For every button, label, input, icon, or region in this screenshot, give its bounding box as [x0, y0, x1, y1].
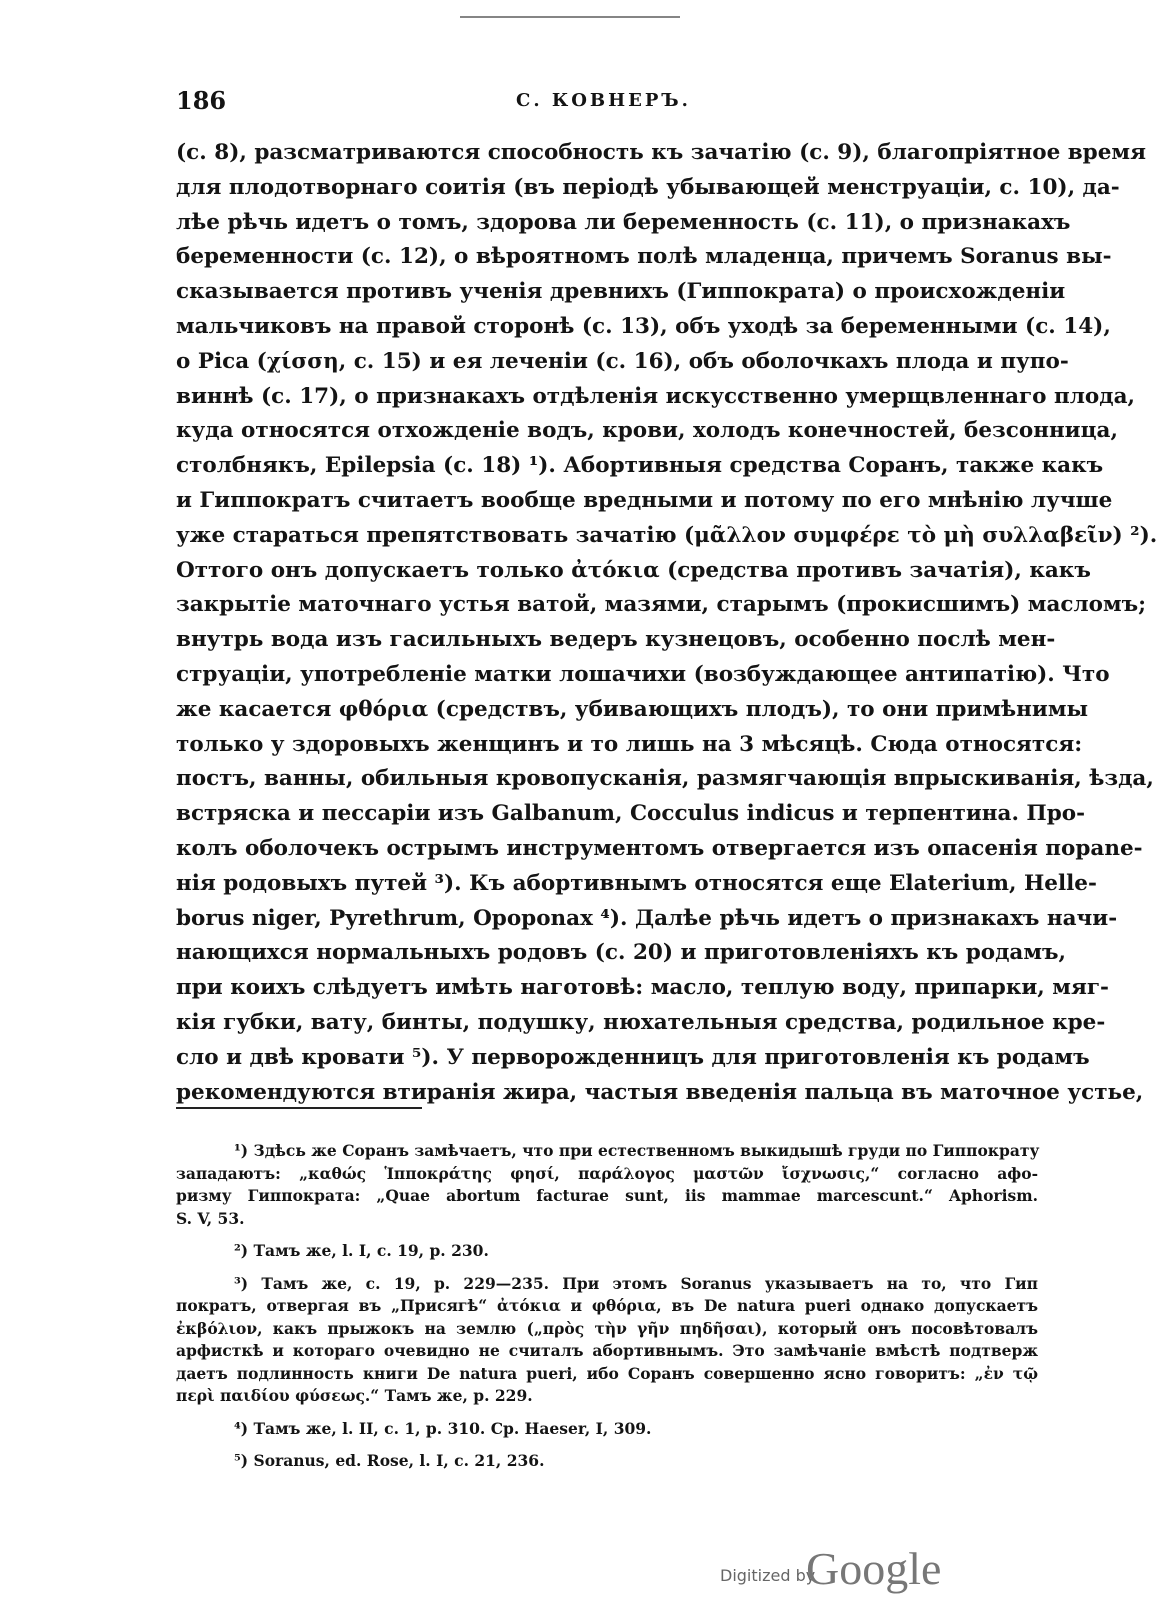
- body-line: лѣе рѣчь идетъ о томъ, здорова ли беременность (с. 11), о признакахъ: [176, 209, 1071, 235]
- footnote-line: даетъ подлинность книги De natura pueri, ибо Соранъ совершенно ясно говоритъ: „ἐν τῷ: [176, 1363, 1038, 1383]
- footnote: [176, 1140, 1038, 1230]
- body-line: сло и двѣ кровати ⁵). У перворожденницъ для приготовленія къ родамъ: [176, 1044, 1090, 1070]
- footnote-line: ⁴) Тамъ же, l. II, с. 1, p. 310. Cp. Haeser, I, 309.: [234, 1418, 652, 1438]
- footnote-line: пократъ, отвергая въ „Присягѣ“ ἀτόκια и φθόρια, въ De natura pueri однако допускаетъ: [176, 1296, 1038, 1315]
- footnote-line: ἐκβόλιον, какъ прыжокъ на землю („πρὸς τὴν γῆν πηδῆσαι), который онъ посовѣтовалъ: [176, 1318, 1038, 1338]
- footnote: [176, 1240, 1038, 1263]
- body-line: при коихъ слѣдуетъ имѣть наготовѣ: масло, теплую воду, припарки, мяг-: [176, 975, 1109, 1001]
- footnote-line: ²) Тамъ же, l. I, с. 19, p. 230.: [234, 1241, 489, 1260]
- footnote-gap: [176, 1263, 1038, 1273]
- body-line: для плодотворнаго соитія (въ періодѣ убывающей менструаціи, с. 10), да-: [176, 174, 1120, 200]
- footnote-separator: [176, 1107, 422, 1109]
- body-line: о Pica (χίσση, с. 15) и ея леченіи (с. 16), объ оболочкахъ плода и пупо-: [176, 348, 1069, 374]
- footnote-line: арфисткѣ и котораго очевидно не считалъ абортивнымъ. Это замѣчаніе вмѣстѣ подтверж: [176, 1341, 1038, 1360]
- page-number: 186: [176, 86, 227, 115]
- body-line: колъ оболочекъ острымъ инструментомъ отвергается изъ опасенія пораne-: [176, 835, 1143, 861]
- body-line: постъ, ванны, обильныя кровопусканія, размягчающія впрыскиванія, ѣзда,: [176, 766, 1154, 792]
- body-line: встряска и пессаріи изъ Galbanum, Cocculus indicus и терпентина. Про-: [176, 801, 1086, 827]
- footnote: [176, 1450, 1038, 1473]
- page-header: [176, 86, 1038, 116]
- footnote-gap: [176, 1230, 1038, 1240]
- running-title: С. КОВНЕРЪ.: [516, 90, 691, 111]
- footnotes: [176, 1140, 1038, 1473]
- body-line: сказывается противъ ученія древнихъ (Гиппократа) о происхожденіи: [176, 279, 1066, 305]
- body-line: кія губки, вату, бинты, подушку, нюхательныя средства, родильное кре-: [176, 1009, 1106, 1035]
- body-line: мальчиковъ на правой сторонѣ (с. 13), объ уходѣ за беременными (с. 14),: [176, 313, 1111, 339]
- body-line: уже стараться препятствовать зачатію (μᾶλλον συμφέρε τὸ μὴ συλλαβεῖν) ²).: [176, 522, 1157, 548]
- google-logo: Google: [806, 1543, 942, 1594]
- body-line: нающихся нормальныхъ родовъ (с. 20) и приготовленіяхъ къ родамъ,: [176, 940, 1067, 966]
- body-line: нія родовыхъ путей ³). Къ абортивнымъ относятся еще Elaterium, Helle-: [176, 870, 1097, 896]
- body-line: borus niger, Pyrethrum, Opoponax ⁴). Далѣе рѣчь идетъ о признакахъ начи-: [176, 905, 1118, 931]
- body-text: [176, 136, 1157, 1110]
- footnote-line: ³) Тамъ же, с. 19, p. 229—235. При этомъ Soranus указываетъ на то, что Гип: [234, 1273, 1038, 1293]
- top-scan-line: [460, 16, 680, 18]
- body-line: беременности (с. 12), о вѣроятномъ полѣ младенца, причемъ Soranus вы-: [176, 244, 1112, 270]
- body-line: только у здоровыхъ женщинъ и то лишь на 3 мѣсяцѣ. Сюда относятся:: [176, 731, 1083, 757]
- footnote-gap: [176, 1440, 1038, 1450]
- footnote-line: ¹) Здѣсь же Соранъ замѣчаетъ, что при естественномъ выкидышѣ груди по Гиппократу: [234, 1141, 1040, 1160]
- body-line: виннѣ (с. 17), о признакахъ отдѣленія искусственно умерщвленнаго плода,: [176, 383, 1135, 409]
- body-line: Оттого онъ допускаетъ только ἀτόκια (средства противъ зачатія), какъ: [176, 557, 1091, 583]
- footnote: [176, 1418, 1038, 1441]
- footnote-line: περὶ παιδίου φύσεως.“ Тамъ же, p. 229.: [176, 1386, 533, 1405]
- body-line: закрытіе маточнаго устья ватой, мазями, старымъ (прокисшимъ) масломъ;: [176, 592, 1147, 618]
- footnote-line: западаютъ: „καθώς Ἱπποκράτης φησί, παράλογος μαστῶν ἴσχνωσις,“ согласно афо-: [176, 1163, 1038, 1183]
- body-line: струаціи, употребленіе матки лошачихи (возбуждающее антипатію). Что: [176, 661, 1110, 687]
- body-line: (с. 8), разсматриваются способность къ зачатію (с. 9), благопріятное время: [176, 140, 1146, 165]
- footnote-line: S. V, 53.: [176, 1208, 245, 1228]
- watermark-prefix: Digitized by: [720, 1566, 816, 1585]
- body-line: внутрь вода изъ гасильныхъ ведеръ кузнецовъ, особенно послѣ мен-: [176, 627, 1056, 653]
- body-line: же касается φθόρια (средствъ, убивающихъ плодъ), то они примѣнимы: [176, 696, 1089, 722]
- footnote: [176, 1273, 1038, 1408]
- body-line: рекомендуются втиранія жира, частыя введенія пальца въ маточное устье,: [176, 1079, 1144, 1105]
- footnote-line: ⁵) Soranus, ed. Rose, l. I, с. 21, 236.: [234, 1451, 545, 1470]
- watermark: [720, 1542, 1020, 1592]
- body-line: и Гиппократъ считаетъ вообще вредными и потому по его мнѣнію лучше: [176, 487, 1113, 513]
- footnote-gap: [176, 1408, 1038, 1418]
- body-line: куда относятся отхожденіе водъ, крови, холодъ конечностей, безсонница,: [176, 418, 1118, 444]
- footnote-line: ризму Гиппократа: „Quae abortum facturae sunt, iis mammae marcescunt.“ Aphorism.: [176, 1186, 1038, 1205]
- body-line: столбнякъ, Epilepsia (с. 18) ¹). Абортивныя средства Соранъ, также какъ: [176, 453, 1104, 479]
